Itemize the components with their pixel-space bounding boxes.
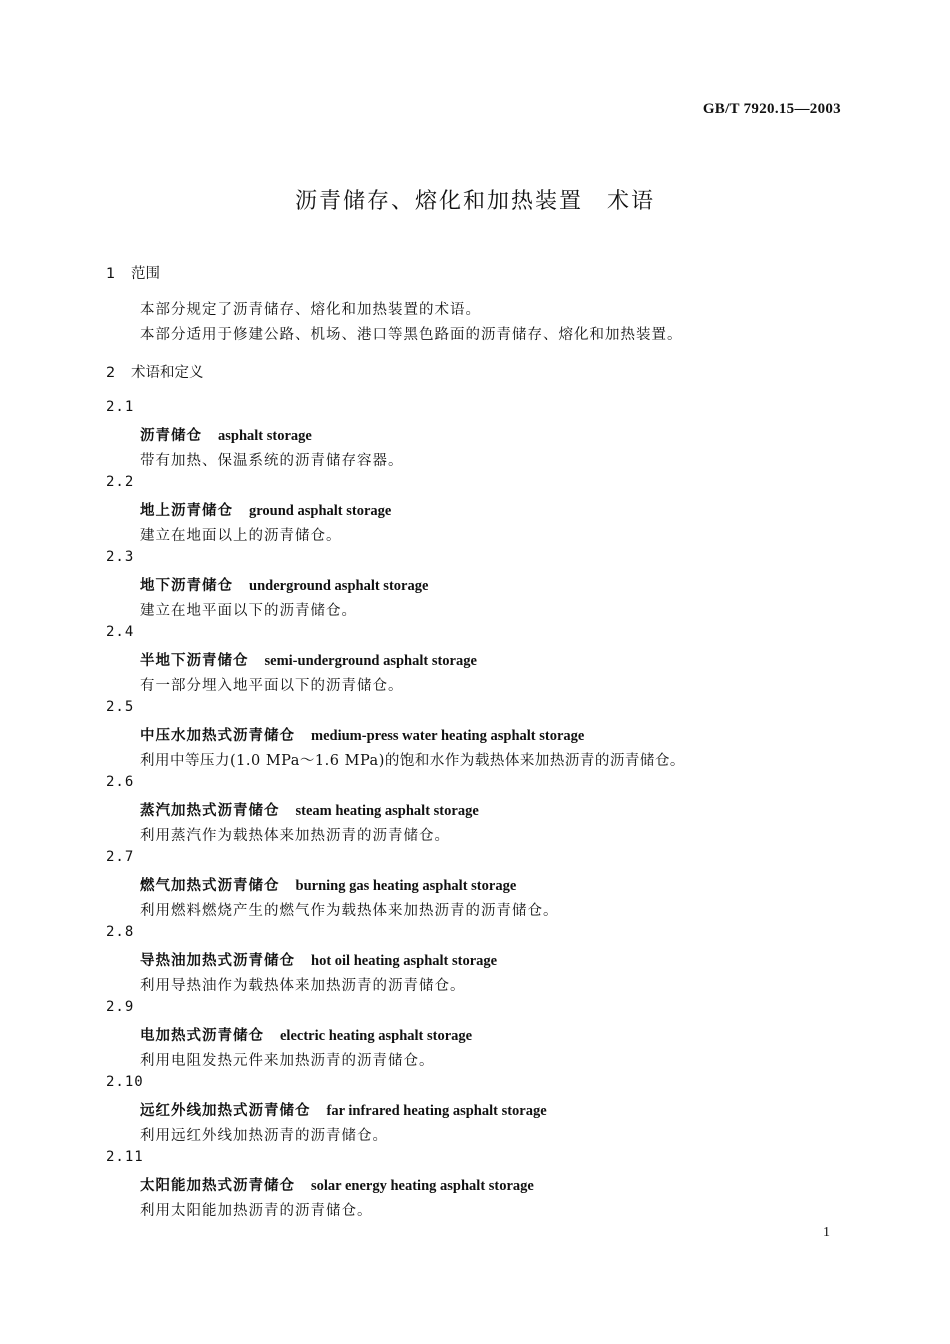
term-definition: 利用太阳能加热沥青的沥青储仓。 (140, 1203, 373, 1219)
page-number: 1 (823, 1225, 830, 1240)
term-definition: 利用远红外线加热沥青的沥青储仓。 (140, 1128, 388, 1144)
term-entry (140, 1099, 547, 1120)
term-entry (140, 949, 497, 970)
term-zh: 电加热式沥青储仓 (140, 1028, 264, 1044)
term-en: steam heating asphalt storage (295, 803, 479, 819)
term-zh: 地下沥青储仓 (140, 578, 233, 594)
term-zh: 太阳能加热式沥青储仓 (140, 1178, 295, 1194)
section-2-number: 2 (106, 365, 116, 381)
term-en: far infrared heating asphalt storage (326, 1103, 547, 1119)
term-definition: 利用燃料燃烧产生的燃气作为载热体来加热沥青的沥青储仓。 (140, 903, 559, 919)
section-1-number: 1 (106, 266, 116, 282)
term-definition: 利用导热油作为载热体来加热沥青的沥青储仓。 (140, 978, 466, 994)
term-entry (140, 799, 479, 820)
clause-number: 2.1 (106, 399, 135, 415)
term-en: semi-underground asphalt storage (264, 653, 477, 669)
term-zh: 地上沥青储仓 (140, 503, 233, 519)
term-zh: 燃气加热式沥青储仓 (140, 878, 280, 894)
term-entry (140, 649, 477, 670)
term-entry (140, 424, 312, 445)
term-entry (140, 1024, 472, 1045)
document-title: 沥青储存、熔化和加热装置 术语 (294, 189, 655, 214)
standard-code: GB/T 7920.15—2003 (702, 101, 841, 117)
clause-number: 2.2 (106, 474, 135, 490)
term-en: burning gas heating asphalt storage (295, 878, 517, 894)
term-definition: 利用中等压力(1.0 MPa～1.6 MPa)的饱和水作为载热体来加热沥青的沥青储仓。 (140, 753, 685, 769)
term-zh: 蒸汽加热式沥青储仓 (140, 803, 280, 819)
term-en: asphalt storage (218, 428, 312, 444)
term-entry (140, 724, 584, 745)
section-1-heading (106, 262, 160, 283)
section-2-title: 术语和定义 (131, 365, 204, 381)
term-zh: 导热油加热式沥青储仓 (140, 953, 295, 969)
section-1-title: 范围 (131, 266, 160, 282)
term-entry (140, 574, 428, 595)
section-1-paragraph: 本部分适用于修建公路、机场、港口等黑色路面的沥青储存、熔化和加热装置。 (140, 327, 683, 343)
clause-number: 2.7 (106, 849, 135, 865)
clause-number: 2.10 (106, 1074, 144, 1090)
term-zh: 远红外线加热式沥青储仓 (140, 1103, 311, 1119)
term-en: electric heating asphalt storage (280, 1028, 473, 1044)
clause-number: 2.3 (106, 549, 135, 565)
term-entry (140, 1174, 534, 1195)
clause-number: 2.4 (106, 624, 135, 640)
clause-number: 2.8 (106, 924, 135, 940)
term-zh: 半地下沥青储仓 (140, 653, 249, 669)
term-definition: 建立在地平面以下的沥青储仓。 (140, 603, 357, 619)
clause-number: 2.11 (106, 1149, 144, 1165)
term-en: underground asphalt storage (249, 578, 429, 594)
term-definition: 带有加热、保温系统的沥青储存容器。 (140, 453, 404, 469)
clause-number: 2.6 (106, 774, 135, 790)
term-definition: 利用蒸汽作为载热体来加热沥青的沥青储仓。 (140, 828, 450, 844)
term-en: medium-press water heating asphalt storage (311, 728, 585, 744)
term-zh: 沥青储仓 (140, 428, 202, 444)
clause-number: 2.5 (106, 699, 135, 715)
term-en: solar energy heating asphalt storage (311, 1178, 534, 1194)
clause-number: 2.9 (106, 999, 135, 1015)
term-zh: 中压水加热式沥青储仓 (140, 728, 295, 744)
term-definition: 利用电阻发热元件来加热沥青的沥青储仓。 (140, 1053, 435, 1069)
term-definition: 有一部分埋入地平面以下的沥青储仓。 (140, 678, 404, 694)
term-en: hot oil heating asphalt storage (311, 953, 498, 969)
section-2-heading (106, 361, 204, 382)
section-1-paragraph: 本部分规定了沥青储存、熔化和加热装置的术语。 (140, 302, 481, 318)
term-definition: 建立在地面以上的沥青储仓。 (140, 528, 342, 544)
term-entry (140, 874, 516, 895)
term-entry (140, 499, 391, 520)
term-en: ground asphalt storage (249, 503, 392, 519)
